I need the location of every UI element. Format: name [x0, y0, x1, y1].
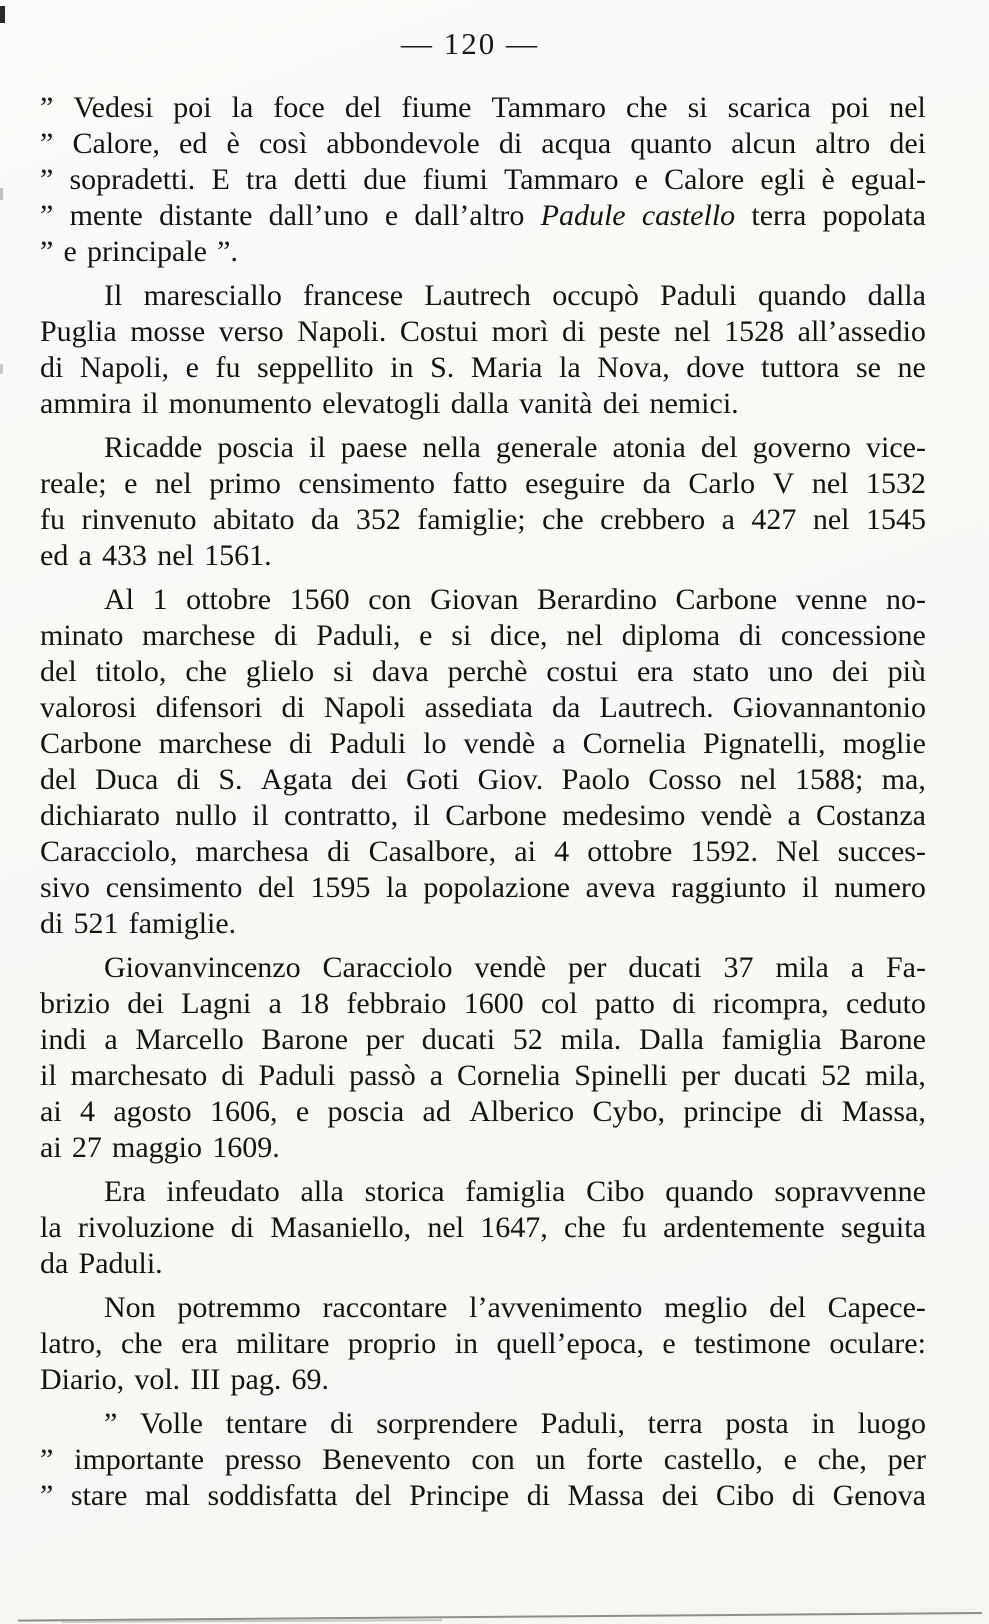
- text-line: ” importante presso Benevento con un forte castello, e che, per: [40, 1443, 926, 1476]
- paragraph: [40, 278, 926, 422]
- text-line: ” mente distante dall’uno e dall’altro Padule castello terra popolata: [40, 199, 926, 232]
- text-line: ed a 433 nel 1561.: [40, 539, 272, 572]
- text-line: ” stare mal soddisfatta del Principe di Massa dei Cibo di Genova: [40, 1479, 926, 1512]
- text-line: del titolo, che glielo si dava perchè costui era stato uno dei più: [40, 655, 926, 688]
- text-line: Ricadde poscia il paese nella generale atonia del governo vice-: [104, 431, 926, 464]
- text-line: latro, che era militare proprio in quell’epoca, e testimone oculare:: [40, 1327, 926, 1360]
- text-line: del Duca di S. Agata dei Goti Giov. Paolo Cosso nel 1588; ma,: [40, 763, 926, 796]
- text-line: ” Vedesi poi la foce del fiume Tammaro che si scarica poi nel: [40, 91, 926, 124]
- paragraph: [40, 1406, 926, 1514]
- text-line: la rivoluzione di Masaniello, nel 1647, che fu ardentemente seguita: [40, 1211, 926, 1244]
- text-line: fu rinvenuto abitato da 352 famiglie; che crebbero a 427 nel 1545: [40, 503, 926, 536]
- text-line: indi a Marcello Barone per ducati 52 mila. Dalla famiglia Barone: [40, 1023, 926, 1056]
- scan-artifact-speck: [0, 188, 3, 200]
- text-line: Puglia mosse verso Napoli. Costui morì di peste nel 1528 all’assedio: [40, 315, 926, 348]
- text-line: dichiarato nullo il contratto, il Carbone medesimo vendè a Costanza: [40, 799, 926, 832]
- text-line: sivo censimento del 1595 la popolazione aveva raggiunto il numero: [40, 871, 926, 904]
- text-line: Era infeudato alla storica famiglia Cibo quando sopravvenne: [104, 1175, 926, 1208]
- text-line: ” Calore, ed è così abbondevole di acqua quanto alcun altro dei: [40, 127, 926, 160]
- text-line: ai 27 maggio 1609.: [40, 1131, 280, 1164]
- text-line: il marchesato di Paduli passò a Cornelia Spinelli per ducati 52 mila,: [40, 1059, 926, 1092]
- text-line: Al 1 ottobre 1560 con Giovan Berardino Carbone venne no-: [104, 583, 926, 616]
- text-line: di 521 famiglie.: [40, 907, 237, 940]
- text-line: Il maresciallo francese Lautrech occupò Paduli quando dalla: [104, 279, 926, 312]
- text-line: Caracciolo, marchesa di Casalbore, ai 4 ottobre 1592. Nel succes-: [40, 835, 926, 868]
- text-line: minato marchese di Paduli, e si dice, nel diploma di concessione: [40, 619, 926, 652]
- text-line: ” e principale ”.: [40, 235, 238, 268]
- paragraph: [40, 950, 926, 1166]
- text-line: Diario, vol. III pag. 69.: [40, 1363, 330, 1396]
- text-block: [40, 90, 926, 1514]
- paragraph: [40, 90, 926, 270]
- text-line: ” sopradetti. E tra detti due fiumi Tammaro e Calore egli è egual-: [40, 163, 926, 196]
- scan-artifact-bottom-smudge: [62, 1619, 442, 1623]
- text-line: Non potremmo raccontare l’avvenimento meglio del Capece-: [104, 1291, 926, 1324]
- scan-artifact-edge-mark: [0, 6, 5, 23]
- text-line: valorosi difensori di Napoli assediata da Lautrech. Giovannantonio: [40, 691, 926, 724]
- text-line: di Napoli, e fu seppellito in S. Maria la Nova, dove tuttora se ne: [40, 351, 926, 384]
- paragraph: [40, 430, 926, 574]
- text-line: ” Volle tentare di sorprendere Paduli, terra posta in luogo: [104, 1407, 926, 1440]
- scan-artifact-speck: [0, 364, 3, 374]
- paragraph: [40, 1174, 926, 1282]
- paragraph: [40, 582, 926, 942]
- page-number: — 120 —: [401, 26, 539, 61]
- text-line: brizio dei Lagni a 18 febbraio 1600 col patto di ricompra, ceduto: [40, 987, 926, 1020]
- text-line: da Paduli.: [40, 1247, 163, 1280]
- text-line: reale; e nel primo censimento fatto eseguire da Carlo V nel 1532: [40, 467, 926, 500]
- paragraph: [40, 1290, 926, 1398]
- text-line: ai 4 agosto 1606, e poscia ad Alberico Cybo, principe di Massa,: [40, 1095, 926, 1128]
- text-line: ammira il monumento elevatogli dalla vanità dei nemici.: [40, 387, 739, 420]
- text-line: Carbone marchese di Paduli lo vendè a Cornelia Pignatelli, moglie: [40, 727, 926, 760]
- text-line: Giovanvincenzo Caracciolo vendè per ducati 37 mila a Fa-: [104, 951, 926, 984]
